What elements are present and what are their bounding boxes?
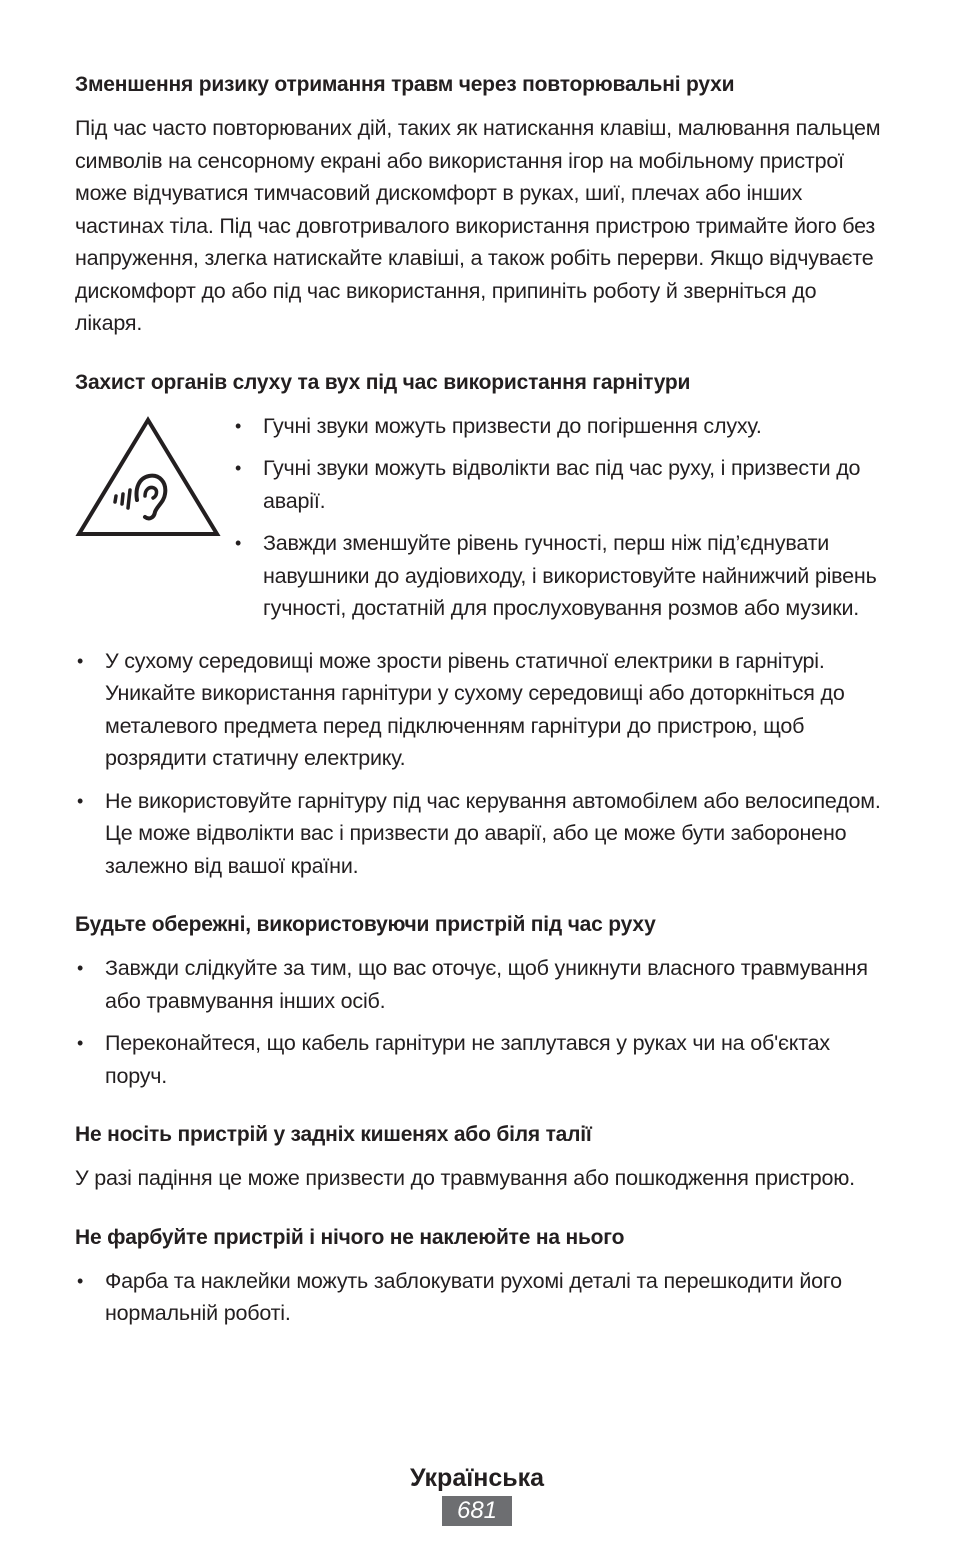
section-heading-repetitive-motion: Зменшення ризику отримання травм через повторювальні рухи [75,73,735,96]
list-item: • Завжди слідкуйте за тим, що вас оточує, щоб уникнути власного травмування або травмування інших осіб. [75,952,885,1017]
page-number: 681 [442,1496,512,1526]
paint-bullet-list [75,1265,885,1330]
list-item: • Фарба та наклейки можуть заблокувати рухомі деталі та перешкодити його нормальній роботі. [75,1265,885,1330]
section-heading-moving-caution: Будьте обережні, використовуючи пристрій під час руху [75,913,656,936]
document-page [75,70,885,1358]
list-item: • Переконайтеся, що кабель гарнітури не заплутався у руках чи на об'єктах поруч. [75,1027,885,1092]
hearing-bullet-list [233,410,885,635]
hearing-warning-block [75,410,885,635]
section-heading-back-pocket: Не носіть пристрій у задніх кишенях або біля талії [75,1123,592,1146]
list-item: • Гучні звуки можуть призвести до погіршення слуху. [233,410,885,443]
section-paragraph-back-pocket: У разі падіння це може призвести до травмування або пошкодження пристрою. [75,1166,855,1190]
list-item: • Завжди зменшуйте рівень гучності, перш ніж під’єднувати навушники до аудіовиходу, і використовуйте найнижчий рівень гучності, достатній для прослуховування розмов або музики. [233,527,885,625]
moving-bullet-list [75,952,885,1092]
hearing-warning-icon [75,416,221,538]
page-footer [0,1462,954,1526]
list-item: • Гучні звуки можуть відволікти вас під час руху, і призвести до аварії. [233,452,885,517]
section-paragraph-repetitive-motion: Під час часто повторюваних дій, таких як натискання клавіш, малювання пальцем символів на сенсорному екрані або використання ігор на мобільному пристрої може відчуватися тимчасовий дискомфорт в руках, шиї, плечах або інших частинах тіла. Під час довготривалого використання пристрою тримайте його без напруження, злегка натискайте клавіші, а також робіть перерви. Якщо відчуваєте дискомфорт до або під час використання, припиніть роботу й зверніться до лікаря. [75,116,881,335]
headset-bullet-list [75,645,885,883]
list-item: • У сухому середовищі може зрости рівень статичної електрики в гарнітурі. Уникайте використання гарнітури у сухому середовищі або доторкніться до металевого предмета перед підключенням гарнітури до пристрою, щоб розрядити статичну електрику. [75,645,885,775]
list-item: • Не використовуйте гарнітуру під час керування автомобілем або велосипедом. Це може відволікти вас і призвести до аварії, або це може бути заборонено залежно від вашої країни. [75,785,885,883]
section-heading-no-paint: Не фарбуйте пристрій і нічого не наклеюйте на нього [75,1225,625,1249]
footer-language: Українська [409,1464,545,1492]
section-heading-hearing-protection: Захист органів слуху та вух під час використання гарнітури [75,370,691,394]
